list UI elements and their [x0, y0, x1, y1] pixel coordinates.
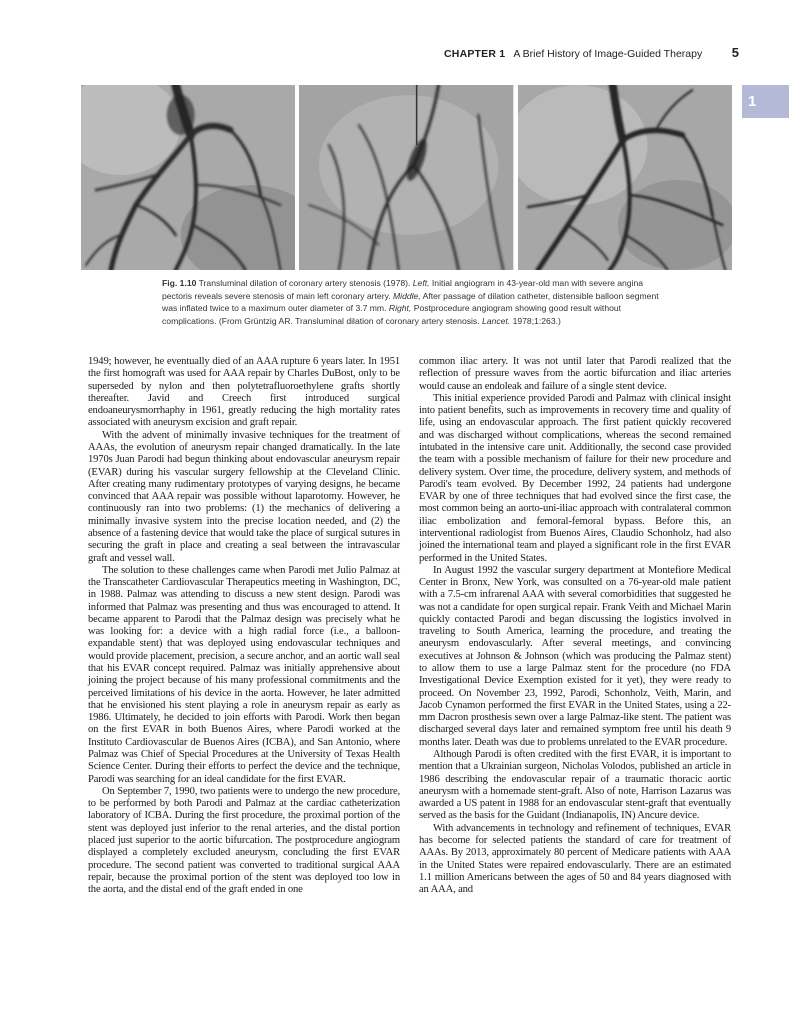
caption-journal: Lancet.: [482, 315, 511, 326]
angiogram-left-image: [81, 85, 295, 270]
chapter-tab-number: 1: [748, 93, 757, 110]
caption-right-label: Right,: [388, 303, 412, 314]
caption-middle-label: Middle,: [393, 290, 421, 301]
paragraph: On September 7, 1990, two patients were to undergo the new procedure, to be performed by both Parodi and Palmaz at the cardiac catheterization laboratory of ICBA. During the first procedure, the proximal portion of the stent was deployed just inferior to the renal arteries, and the distal portion placed just superior to the aortic bifurcation. The postprocedure angiogram displayed a completely excluded aneurysm, concluding the first EVAR procedure. The second patient was converted to traditional surgical AAA repair, because the proximal portion of the stent was deployed too low in the aorta, and the distal end of the graft ended in one: [88, 785, 400, 896]
page-number: 5: [731, 45, 739, 60]
paragraph: common iliac artery. It was not until later that Parodi realized that the reflection of pressure waves from the aortic bifurcation and iliac arteries would cause an endoleak and failure of a single stent device.: [419, 356, 731, 392]
caption-text: 1978;1:263.): [510, 315, 561, 326]
caption-text: Initial angiogram in 43-year-old man with severe angina pectoris reveals severe stenosis of main left coronary artery.: [162, 278, 644, 301]
caption-text: After passage of dilation catheter, distensible balloon segment was inflated twice to a maximum outer diameter of 3.7 mm.: [162, 290, 659, 314]
left-column: [88, 356, 400, 896]
chapter-label: CHAPTER 1: [444, 48, 506, 60]
paragraph: 1949; however, he eventually died of an AAA rupture 6 years later. In 1951 the first homograft was used for AAA repair by Charles DuBost, only to be superseded by nylon and then polytetrafluoroethylene grafts shortly thereafter. Javid and Creech first introduced surgical endoaneurysmorrhaphy in 1961, greatly reducing the high mortality rates associated with aneurysm excision and graft repair.: [88, 356, 400, 429]
angiogram-right-image: [518, 85, 732, 270]
paragraph: In August 1992 the vascular surgery department at Montefiore Medical Center in Bronx, New York, was consulted on a 76-year-old male patient with a 7.5-cm infrarenal AAA with several comorbidities that suggested he was not a candidate for open surgical repair. Frank Veith and Michael Marin quickly contacted Parodi and began discussing the logistics involved in traveling to South America, learning the procedure, and treating the aneurysm endovascularly. After several meetings, and convincing executives at Johnson & Johnson (which was producing the Palmaz stent) to allow them to use a large Palmaz stent for the procedure (no FDA Investigational Device Exemption existed for it yet), they were ready to proceed. On November 23, 1992, Parodi, Schonholz, Veith, Marin, and Jacob Cynamon performed the first EVAR in the United States, using a 22-mm Dacron prosthesis sewn over a large Palmaz-like stent. The patient was discharged several days later and remained symptom free until his death 9 months later. Death was due to problems unrelated to the EVAR procedure.: [419, 564, 731, 748]
right-column: [419, 356, 731, 896]
figure-1-10: [81, 85, 732, 270]
paragraph: This initial experience provided Parodi and Palmaz with clinical insight into patient benefits, such as improvements in recovery time and quality of life, using an endovascular approach. The first patient quickly recovered and was discharged without complications, whereas the second remained intubated in the intensive care unit. Additionally, the second case provided the team with a possible mechanism of failure for their new procedure and delivery system. Over time, the procedure, delivery system, and methods of Parodi's team evolved. By December 1992, 24 patients had undergone EVAR by one of three techniques that had evolved since the first case, the most common being an aorto-uni-iliac approach with contralateral common iliac embolization and femoral-femoral bypass. Before this, an interventional radiologist from Buenos Aires, Claudio Schonholz, had also joined the international team and played a significant role in the first EVAR performed in the United States.: [419, 392, 731, 564]
figure-caption: [162, 277, 667, 327]
paragraph: The solution to these challenges came when Parodi met Julio Palmaz at the Transcatheter Cardiovascular Therapeutics meeting in Washington, DC, in 1988. Palmaz was attending to discuss a new stent design. Parodi was informed that Palmaz was presenting and thus was encouraged to attend. It became apparent to Parodi that the Palmaz design was precisely what he was looking for: a device with a high radial force (i.e., a balloon-expandable stent) that was deployed using endovascular techniques and would provide placement, precision, a secure anchor, and an aortic wall seal that his EVAR concept required. Palmaz was initially apprehensive about joining the project because of his many professional commitments and the perceived limitations of his device in the aorta. However, he later admitted that he envisioned his stent playing a role in aneurysm repair as early as 1986. Ultimately, he decided to join efforts with Parodi. Work then began on the first EVAR in both Buenos Aires, where Parodi worked at the Instituto Cardiovascular de Buenos Aires (ICBA), and San Antonio, where Palmaz was Chief of Special Procedures at the University of Texas Health Science Center. During their efforts to perfect the device and the technique, Parodi was searching for an ideal candidate for the first EVAR.: [88, 564, 400, 785]
running-head: [444, 45, 739, 61]
caption-text: Postprocedure angiogram showing good result without complications. (From Grüntzig AR. Transluminal dilation of coronary artery stenosis.: [162, 303, 622, 326]
figure-label: Fig. 1.10: [162, 278, 197, 288]
chapter-tab: [742, 85, 789, 118]
chapter-title: A Brief History of Image-Guided Therapy: [513, 48, 703, 60]
caption-left-label: Left,: [412, 278, 430, 288]
paragraph: With advancements in technology and refinement of techniques, EVAR has become for selected patients the standard of care for treatment of AAAs. By 2013, approximately 80 percent of Medicare patients with AAA in the United States were repaired endovascularly. There are an estimated 1.1 million Americans between the ages of 50 and 84 years diagnosed with an AAA, and: [419, 822, 731, 896]
angiogram-middle-image: [299, 85, 513, 270]
paragraph: With the advent of minimally invasive techniques for the treatment of AAAs, the evolution of aneurysm repair changed dramatically. In the late 1970s Juan Parodi had begun thinking about endovascular aneurysm repair (EVAR) during his vascular surgery fellowship at the Cleveland Clinic. After creating many rudimentary prototypes of varying designs, he became convinced that AAA repair was possible without laparotomy. However, he continuously ran into two problems: (1) the mechanics of delivering a minimally invasive system into the precise location needed, and (2) the absence of a fastening device that would take the place of surgical sutures in securing the graft in place and creating a seal between the intravascular graft and vessel wall.: [88, 429, 400, 564]
caption-text: Transluminal dilation of coronary artery stenosis (1978).: [196, 278, 413, 288]
paragraph: Although Parodi is often credited with the first EVAR, it is important to mention that a Ukrainian surgeon, Nicholas Volodos, published an article in 1986 describing the endovascular repair of a traumatic thoracic aortic aneurysm with a homemade stent-graft. Also of note, Harrison Lazarus was awarded a US patent in 1988 for an endovascular stent-graft that eventually served as the basis for the Guidant (Indianapolis, IN) Ancure device.: [419, 749, 731, 822]
